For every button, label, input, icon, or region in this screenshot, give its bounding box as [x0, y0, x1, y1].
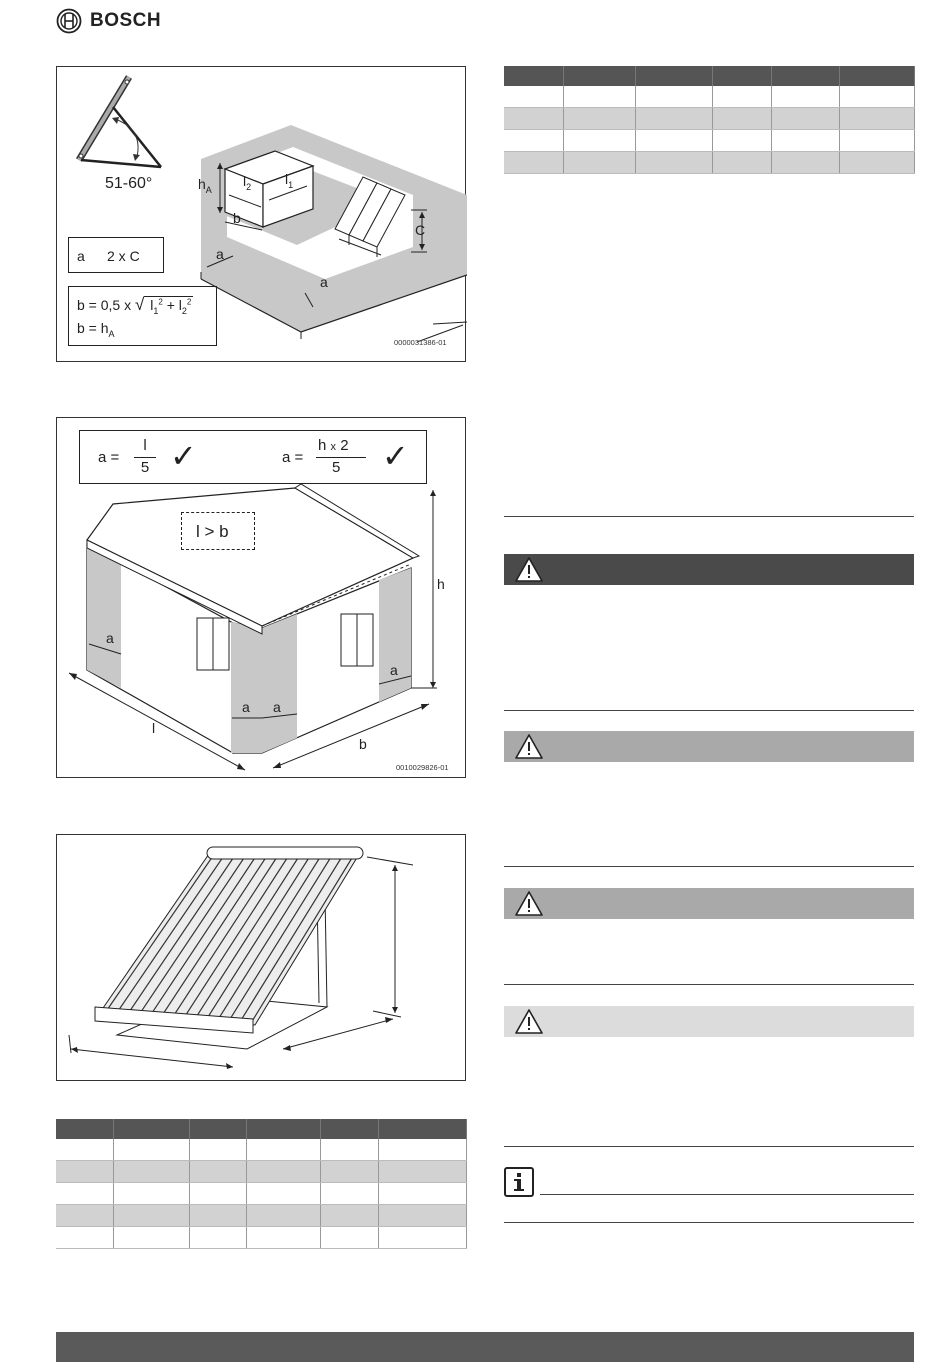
notice-danger — [504, 554, 914, 585]
table-bottom-header-cell — [378, 1119, 466, 1139]
table-cell — [246, 1161, 320, 1183]
table-cell — [189, 1205, 246, 1227]
table-cell — [56, 1161, 113, 1183]
warning-triangle-icon — [514, 1008, 544, 1035]
formula2-denominator: 5 — [332, 459, 341, 476]
bosch-armature-icon — [56, 8, 82, 34]
warning-triangle-icon — [514, 890, 544, 917]
formula-l1-sub: 1 — [153, 305, 159, 316]
table-top-header-row — [504, 66, 914, 86]
notice-caution — [504, 888, 914, 919]
formula2-h: h — [318, 437, 327, 454]
table-cell — [113, 1205, 189, 1227]
formula2-two: 2 — [340, 437, 349, 454]
table-cell — [378, 1139, 466, 1161]
table-row — [56, 1227, 466, 1249]
table-cell — [712, 130, 771, 152]
footer-bar — [56, 1332, 914, 1362]
label-a-mid2: a — [273, 699, 281, 715]
table-cell — [246, 1183, 320, 1205]
figure-clearance-flat-roof — [56, 66, 466, 362]
table-top-header-cell — [771, 66, 839, 86]
info-underline — [540, 1194, 914, 1195]
formula2-fraction-line — [316, 457, 366, 458]
table-cell — [839, 86, 914, 108]
angle-label: 51-60° — [105, 175, 153, 192]
table-row — [56, 1205, 466, 1227]
label-l2-sub: 2 — [246, 181, 252, 192]
formula-l1: l — [150, 297, 154, 313]
table-cell — [563, 130, 635, 152]
table-row — [504, 108, 914, 130]
table-cell — [56, 1227, 113, 1249]
table-cell — [504, 108, 563, 130]
table-top-header-cell — [712, 66, 771, 86]
table-cell — [563, 86, 635, 108]
formula1-fraction-line — [134, 457, 156, 458]
table-cell — [320, 1227, 378, 1249]
table-cell — [113, 1183, 189, 1205]
table-bottom-header-cell — [320, 1119, 378, 1139]
label-l1-main: l — [285, 171, 289, 187]
label-b: b — [233, 210, 241, 226]
formula-frame — [79, 430, 427, 484]
table-row — [504, 130, 914, 152]
formula-box-a — [68, 237, 164, 273]
table-cell — [635, 152, 712, 174]
formula1-numerator: l — [143, 437, 147, 454]
section-rule — [504, 866, 914, 867]
formula2-x: x — [330, 441, 337, 453]
table-cell — [320, 1183, 378, 1205]
condition-text: l > b — [196, 522, 229, 541]
table-cell — [839, 152, 914, 174]
table-cell — [56, 1205, 113, 1227]
table-top-header-cell — [563, 66, 635, 86]
vacuum-tube-collector-illustration — [57, 835, 467, 1082]
formula-b-line2 — [77, 320, 115, 339]
formula-b2-sub: A — [108, 328, 115, 339]
formula-l2: l — [178, 297, 182, 313]
table-cell — [712, 86, 771, 108]
formula-b-prefix: b = 0,5 x — [77, 297, 132, 313]
table-cell — [113, 1139, 189, 1161]
formula-l2-sub: 2 — [181, 305, 187, 316]
table-cell — [189, 1139, 246, 1161]
header-brand — [56, 8, 161, 34]
table-top-header-cell — [504, 66, 563, 86]
label-l1 — [285, 171, 293, 190]
label-l: l — [152, 720, 156, 736]
info-icon — [504, 1167, 534, 1197]
table-row — [56, 1183, 466, 1205]
figure2-code: 0010029826-01 — [396, 763, 449, 772]
formula1-lhs: a = — [98, 449, 120, 466]
formula1-denominator: 5 — [140, 459, 150, 476]
warning-triangle-icon — [514, 733, 544, 760]
label-l2-main: l — [243, 173, 247, 189]
table-cell — [563, 108, 635, 130]
figure1-code: 0000031386-01 — [394, 338, 447, 347]
table-cell — [113, 1161, 189, 1183]
section-rule — [504, 710, 914, 711]
table-bottom-header-row — [56, 1119, 466, 1139]
table-cell — [635, 108, 712, 130]
table-cell — [771, 86, 839, 108]
table-cell — [504, 130, 563, 152]
table-top-header-cell — [635, 66, 712, 86]
warning-triangle-icon — [514, 556, 544, 583]
table-cell — [771, 152, 839, 174]
table-top-header-cell — [839, 66, 914, 86]
label-a-bottom: a — [320, 274, 328, 290]
formula-a-expr: 2 x C — [107, 248, 140, 264]
table-cell — [378, 1227, 466, 1249]
label-h: h — [437, 576, 445, 592]
formula-l2-sup: 2 — [186, 297, 192, 307]
label-l2 — [243, 173, 251, 192]
label-b: b — [359, 736, 367, 752]
table-row — [504, 152, 914, 174]
section-rule — [504, 1146, 914, 1147]
table-cell — [635, 86, 712, 108]
table-top — [504, 66, 915, 174]
table-row — [504, 86, 914, 108]
notice-warning — [504, 731, 914, 762]
label-l1-sub: 1 — [288, 179, 294, 190]
table-cell — [189, 1183, 246, 1205]
table-cell — [771, 130, 839, 152]
table-cell — [320, 1205, 378, 1227]
notice-info — [504, 1167, 914, 1199]
table-cell — [771, 108, 839, 130]
table-cell — [246, 1227, 320, 1249]
table-row — [56, 1139, 466, 1161]
table-cell — [712, 152, 771, 174]
table-cell — [320, 1139, 378, 1161]
table-cell — [189, 1161, 246, 1183]
table-bottom-header-cell — [56, 1119, 113, 1139]
table-cell — [320, 1161, 378, 1183]
notice-attention — [504, 1006, 914, 1037]
table-bottom-header-cell — [113, 1119, 189, 1139]
table-row — [56, 1161, 466, 1183]
formula2-numerator — [318, 437, 349, 454]
table-cell — [246, 1205, 320, 1227]
table-cell — [246, 1139, 320, 1161]
table-bottom-header-cell — [189, 1119, 246, 1139]
check2-icon: ✓ — [382, 438, 409, 474]
formula2-lhs: a = — [282, 449, 304, 466]
section-rule — [504, 1222, 914, 1223]
label-a-left: a — [216, 246, 224, 262]
label-a-mid1: a — [242, 699, 250, 715]
table-cell — [56, 1139, 113, 1161]
table-cell — [635, 130, 712, 152]
check1-icon: ✓ — [170, 438, 197, 474]
label-a-right: a — [390, 662, 398, 678]
table-cell — [712, 108, 771, 130]
table-bottom-header-cell — [246, 1119, 320, 1139]
label-hA — [198, 176, 212, 195]
formula-b2-prefix: b = h — [77, 320, 109, 336]
formula-plus: + — [166, 297, 175, 313]
formula-l1-sup: 2 — [158, 297, 163, 307]
formula-a-var: a — [77, 248, 85, 264]
condition-box — [181, 512, 255, 550]
label-hA-main: h — [198, 176, 206, 192]
table-cell — [378, 1161, 466, 1183]
section-rule — [504, 516, 914, 517]
table-cell — [113, 1227, 189, 1249]
formula-box-b — [68, 286, 217, 346]
label-a-left-wall: a — [106, 630, 114, 646]
table-cell — [56, 1183, 113, 1205]
table-cell — [563, 152, 635, 174]
table-cell — [839, 130, 914, 152]
figure-collector-dimensions — [56, 834, 466, 1081]
figure-clearance-pitched-roof — [56, 417, 466, 778]
table-cell — [839, 108, 914, 130]
label-hA-sub: A — [205, 184, 212, 195]
table-cell — [504, 152, 563, 174]
formula-b-line1: b = 0,5 x √ $l_1^2 + l_2^2$ — [77, 295, 192, 316]
table-cell — [378, 1205, 466, 1227]
brand-name: BOSCH — [90, 10, 162, 31]
table-cell — [504, 86, 563, 108]
table-cell — [189, 1227, 246, 1249]
table-cell — [378, 1183, 466, 1205]
table-bottom — [56, 1119, 467, 1249]
label-C: C — [415, 222, 426, 238]
section-rule — [504, 984, 914, 985]
